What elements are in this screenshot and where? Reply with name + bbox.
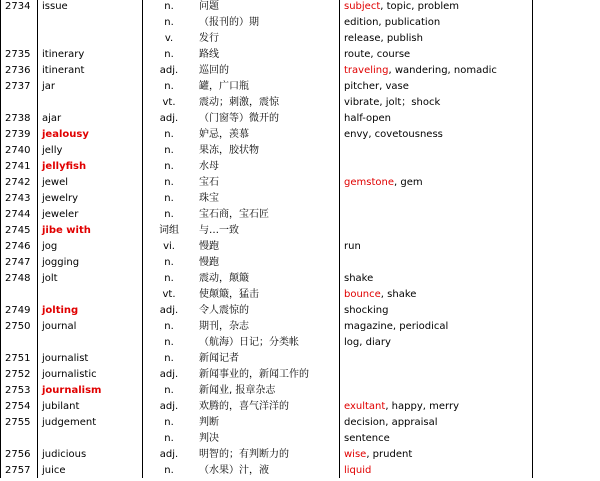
entry-number — [1, 30, 38, 46]
headword: jeweler — [38, 206, 143, 222]
english-synonyms — [340, 238, 533, 254]
english-synonyms — [340, 0, 533, 14]
english-synonyms — [340, 254, 533, 270]
headword: jar — [38, 78, 143, 94]
headword: journalism — [38, 382, 143, 398]
headword: jolt — [38, 270, 143, 286]
headword — [38, 334, 143, 350]
chinese-definition: 欢腾的，喜气洋洋的 — [195, 398, 340, 414]
chinese-definition: 新闻业, 报章杂志 — [195, 382, 340, 398]
part-of-speech: adj. — [143, 110, 196, 126]
highlighted-synonym: subject — [344, 0, 381, 12]
chinese-definition: 震动；刺激，震惊 — [195, 94, 340, 110]
synonym-text: , gem — [393, 176, 423, 188]
english-synonyms — [340, 318, 533, 334]
chinese-definition: 期刊，杂志 — [195, 318, 340, 334]
table-row — [1, 206, 533, 222]
english-synonyms — [340, 190, 533, 206]
table-row — [1, 446, 533, 462]
entry-number: 2744 — [1, 206, 38, 222]
chinese-definition: 慢跑 — [195, 254, 340, 270]
part-of-speech: adj. — [143, 302, 196, 318]
headword — [38, 14, 143, 30]
synonym-text: shake — [344, 272, 374, 284]
headword — [38, 94, 143, 110]
table-row — [1, 62, 533, 78]
english-synonyms — [340, 302, 533, 318]
headword: journal — [38, 318, 143, 334]
headword: journalistic — [38, 366, 143, 382]
entry-number — [1, 430, 38, 446]
synonym-text: pitcher, vase — [344, 80, 409, 92]
chinese-definition: 宝石 — [195, 174, 340, 190]
headword — [38, 286, 143, 302]
table-row — [1, 366, 533, 382]
headword: juice — [38, 462, 143, 478]
part-of-speech: n. — [143, 206, 196, 222]
entry-number: 2743 — [1, 190, 38, 206]
part-of-speech: n. — [143, 430, 196, 446]
headword: jewel — [38, 174, 143, 190]
english-synonyms — [340, 62, 533, 78]
headword: itinerary — [38, 46, 143, 62]
headword: judgement — [38, 414, 143, 430]
english-synonyms — [340, 414, 533, 430]
chinese-definition: （报刊的）期 — [195, 14, 340, 30]
chinese-definition: 与…一致 — [195, 222, 340, 238]
chinese-definition: 问题 — [195, 0, 340, 14]
headword: jubilant — [38, 398, 143, 414]
table-row — [1, 222, 533, 238]
part-of-speech: n. — [143, 414, 196, 430]
english-synonyms — [340, 94, 533, 110]
entry-number: 2738 — [1, 110, 38, 126]
part-of-speech: n. — [143, 46, 196, 62]
headword: itinerant — [38, 62, 143, 78]
synonym-text: run — [344, 240, 361, 252]
synonym-text: route, course — [344, 48, 411, 60]
synonym-text: , shake — [380, 288, 417, 300]
chinese-definition: 明智的；有判断力的 — [195, 446, 340, 462]
english-synonyms — [340, 158, 533, 174]
chinese-definition: 使颠簸，猛击 — [195, 286, 340, 302]
headword: jewelry — [38, 190, 143, 206]
english-synonyms — [340, 46, 533, 62]
entry-number — [1, 14, 38, 30]
chinese-definition: 令人震惊的 — [195, 302, 340, 318]
chinese-definition: 珠宝 — [195, 190, 340, 206]
entry-number — [1, 94, 38, 110]
headword: jogging — [38, 254, 143, 270]
part-of-speech: 词组 — [143, 222, 196, 238]
chinese-definition: 震动，颠簸 — [195, 270, 340, 286]
highlighted-synonym: traveling — [344, 64, 389, 76]
synonym-text: half-open — [344, 112, 391, 124]
part-of-speech: n. — [143, 190, 196, 206]
english-synonyms — [340, 110, 533, 126]
english-synonyms — [340, 430, 533, 446]
part-of-speech: vt. — [143, 94, 196, 110]
headword: journalist — [38, 350, 143, 366]
synonym-text: log, diary — [344, 336, 391, 348]
table-row — [1, 334, 533, 350]
english-synonyms — [340, 142, 533, 158]
synonym-text: , topic, problem — [380, 0, 460, 12]
synonym-text: magazine, periodical — [344, 320, 449, 332]
part-of-speech: n. — [143, 126, 196, 142]
highlighted-synonym: liquid — [344, 464, 372, 476]
entry-number: 2737 — [1, 78, 38, 94]
table-row — [1, 318, 533, 334]
table-row — [1, 190, 533, 206]
english-synonyms — [340, 446, 533, 462]
entry-number: 2736 — [1, 62, 38, 78]
chinese-definition: 新闻记者 — [195, 350, 340, 366]
part-of-speech: n. — [143, 350, 196, 366]
headword: jealousy — [38, 126, 143, 142]
highlighted-synonym: bounce — [344, 288, 381, 300]
entry-number: 2756 — [1, 446, 38, 462]
table-row — [1, 462, 533, 478]
table-row — [1, 174, 533, 190]
chinese-definition: 新闻事业的，新闻工作的 — [195, 366, 340, 382]
headword: ajar — [38, 110, 143, 126]
table-row — [1, 238, 533, 254]
entry-number: 2749 — [1, 302, 38, 318]
chinese-definition: （航海）日记；分类帐 — [195, 334, 340, 350]
table-row — [1, 14, 533, 30]
part-of-speech: n. — [143, 0, 196, 14]
table-row — [1, 126, 533, 142]
entry-number: 2754 — [1, 398, 38, 414]
part-of-speech: vi. — [143, 238, 196, 254]
part-of-speech: adj. — [143, 446, 196, 462]
entry-number: 2746 — [1, 238, 38, 254]
table-row — [1, 78, 533, 94]
headword: jibe with — [38, 222, 143, 238]
chinese-definition: 发行 — [195, 30, 340, 46]
headword — [38, 30, 143, 46]
entry-number: 2755 — [1, 414, 38, 430]
table-row — [1, 398, 533, 414]
part-of-speech: adj. — [143, 398, 196, 414]
highlighted-synonym: wise — [344, 448, 367, 460]
part-of-speech: n. — [143, 14, 196, 30]
part-of-speech: n. — [143, 462, 196, 478]
english-synonyms — [340, 174, 533, 190]
headword: jelly — [38, 142, 143, 158]
table-row — [1, 158, 533, 174]
highlighted-synonym: gemstone — [344, 176, 394, 188]
headword: jog — [38, 238, 143, 254]
table-row — [1, 414, 533, 430]
part-of-speech: n. — [143, 254, 196, 270]
entry-number: 2751 — [1, 350, 38, 366]
part-of-speech: n. — [143, 334, 196, 350]
english-synonyms — [340, 382, 533, 398]
entry-number: 2753 — [1, 382, 38, 398]
english-synonyms — [340, 222, 533, 238]
table-row — [1, 286, 533, 302]
english-synonyms — [340, 350, 533, 366]
synonym-text: shocking — [344, 304, 389, 316]
entry-number: 2750 — [1, 318, 38, 334]
english-synonyms — [340, 398, 533, 414]
part-of-speech: vt. — [143, 286, 196, 302]
table-row — [1, 254, 533, 270]
entry-number: 2740 — [1, 142, 38, 158]
chinese-definition: 判断 — [195, 414, 340, 430]
part-of-speech: n. — [143, 142, 196, 158]
entry-number: 2748 — [1, 270, 38, 286]
table-row — [1, 430, 533, 446]
entry-number — [1, 286, 38, 302]
headword: judicious — [38, 446, 143, 462]
english-synonyms — [340, 126, 533, 142]
synonym-text: , happy, merry — [385, 400, 459, 412]
headword: issue — [38, 0, 143, 14]
synonym-text: sentence — [344, 432, 390, 444]
entry-number: 2757 — [1, 462, 38, 478]
entry-number: 2734 — [1, 0, 38, 14]
part-of-speech: n. — [143, 174, 196, 190]
english-synonyms — [340, 14, 533, 30]
chinese-definition: 水母 — [195, 158, 340, 174]
synonym-text: envy, covetousness — [344, 128, 443, 140]
entry-number: 2739 — [1, 126, 38, 142]
headword: jolting — [38, 302, 143, 318]
synonym-text: , prudent — [366, 448, 413, 460]
english-synonyms — [340, 334, 533, 350]
english-synonyms — [340, 366, 533, 382]
entry-number: 2752 — [1, 366, 38, 382]
synonym-text: decision, appraisal — [344, 416, 438, 428]
table-row — [1, 30, 533, 46]
entry-number: 2742 — [1, 174, 38, 190]
entry-number: 2745 — [1, 222, 38, 238]
synonym-text: , wandering, nomadic — [388, 64, 497, 76]
synonym-text: release, publish — [344, 32, 423, 44]
table-row — [1, 46, 533, 62]
part-of-speech: adj. — [143, 366, 196, 382]
part-of-speech: n. — [143, 382, 196, 398]
table-row — [1, 382, 533, 398]
headword — [38, 430, 143, 446]
entry-number: 2741 — [1, 158, 38, 174]
english-synonyms — [340, 78, 533, 94]
headword: jellyfish — [38, 158, 143, 174]
english-synonyms — [340, 462, 533, 478]
synonym-text: edition, publication — [344, 16, 441, 28]
entry-number: 2735 — [1, 46, 38, 62]
english-synonyms — [340, 30, 533, 46]
part-of-speech: n. — [143, 78, 196, 94]
chinese-definition: 路线 — [195, 46, 340, 62]
entry-number — [1, 334, 38, 350]
english-synonyms — [340, 270, 533, 286]
chinese-definition: （水果）汁，液 — [195, 462, 340, 478]
english-synonyms — [340, 286, 533, 302]
part-of-speech: adj. — [143, 62, 196, 78]
part-of-speech: n. — [143, 158, 196, 174]
table-row — [1, 142, 533, 158]
chinese-definition: 罐，广口瓶 — [195, 78, 340, 94]
chinese-definition: （门窗等）微开的 — [195, 110, 340, 126]
chinese-definition: 巡回的 — [195, 62, 340, 78]
part-of-speech: v. — [143, 30, 196, 46]
table-row — [1, 350, 533, 366]
entry-number: 2747 — [1, 254, 38, 270]
synonym-text: vibrate, jolt；shock — [344, 96, 441, 108]
chinese-definition: 判决 — [195, 430, 340, 446]
part-of-speech: n. — [143, 318, 196, 334]
part-of-speech: n. — [143, 270, 196, 286]
table-row — [1, 0, 533, 14]
table-row — [1, 110, 533, 126]
table-row — [1, 94, 533, 110]
table-row — [1, 270, 533, 286]
chinese-definition: 果冻，胶状物 — [195, 142, 340, 158]
chinese-definition: 慢跑 — [195, 238, 340, 254]
highlighted-synonym: exultant — [344, 400, 386, 412]
vocabulary-table-body — [1, 0, 533, 478]
chinese-definition: 妒忌，羡慕 — [195, 126, 340, 142]
english-synonyms — [340, 206, 533, 222]
table-row — [1, 302, 533, 318]
chinese-definition: 宝石商，宝石匠 — [195, 206, 340, 222]
